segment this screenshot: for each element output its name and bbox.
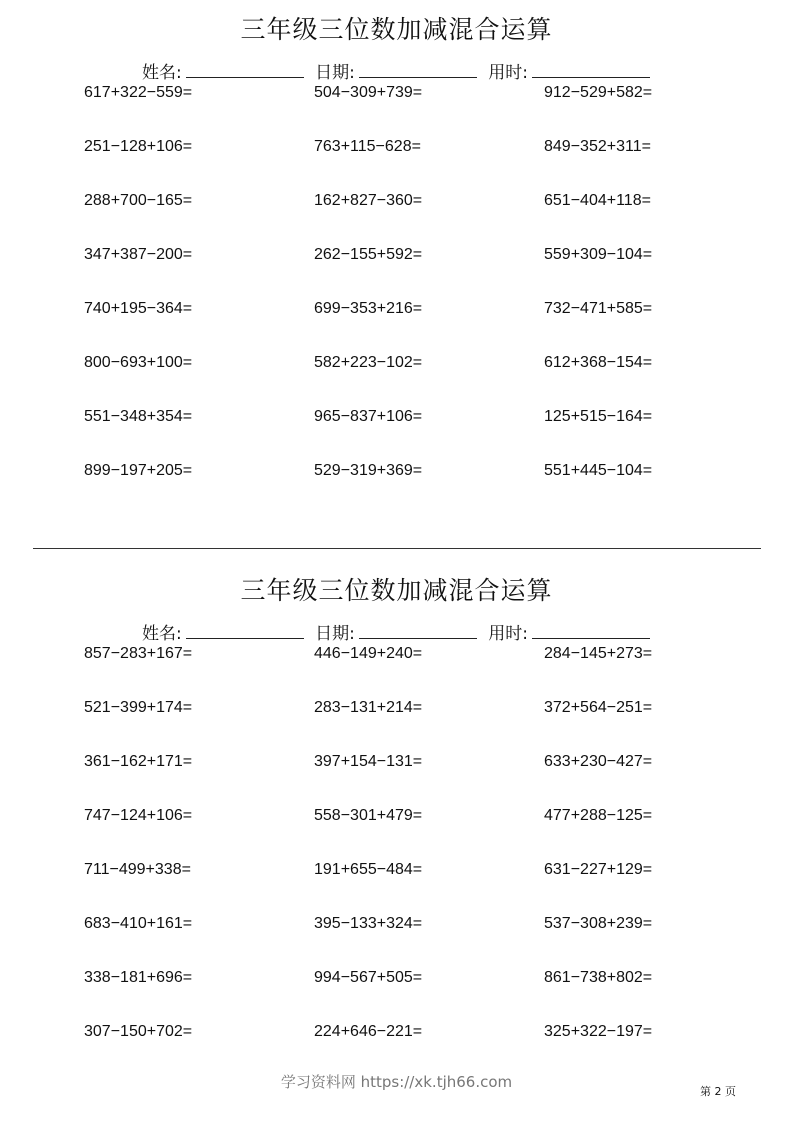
- sheet-2-info-row: [142, 619, 656, 644]
- name-blank[interactable]: [186, 63, 304, 78]
- problem-item: 224+646−221=: [314, 1023, 423, 1040]
- problem-item: 504−309+739=: [314, 84, 423, 101]
- problem-item: 747−124+106=: [84, 807, 193, 824]
- problem-item: 361−162+171=: [84, 753, 193, 770]
- problem-item: 582+223−102=: [314, 354, 423, 371]
- problem-item: 633+230−427=: [544, 753, 653, 770]
- problem-item: 347+387−200=: [84, 246, 193, 263]
- problem-item: 372+564−251=: [544, 699, 653, 716]
- problem-item: 521−399+174=: [84, 699, 193, 716]
- page-number: 第 2 页: [700, 1085, 736, 1098]
- problem-item: 617+322−559=: [84, 84, 193, 101]
- problem-item: 699−353+216=: [314, 300, 423, 317]
- date-blank[interactable]: [359, 63, 477, 78]
- problem-item: 861−738+802=: [544, 969, 653, 986]
- name-blank[interactable]: [186, 624, 304, 639]
- problem-item: 262−155+592=: [314, 246, 423, 263]
- sheet-1-title: 三年级三位数加减混合运算: [240, 15, 553, 44]
- sheet-2-title: 三年级三位数加减混合运算: [240, 576, 553, 605]
- time-label: 用时:: [488, 624, 529, 644]
- problem-item: 284−145+273=: [544, 645, 653, 662]
- time-blank[interactable]: [532, 63, 650, 78]
- problem-item: 551+445−104=: [544, 462, 653, 479]
- problem-item: 612+368−154=: [544, 354, 653, 371]
- problem-item: 288+700−165=: [84, 192, 193, 209]
- problem-item: 446−149+240=: [314, 645, 423, 662]
- problem-item: 559+309−104=: [544, 246, 653, 263]
- sheet-1-info-row: [142, 58, 656, 83]
- time-label: 用时:: [488, 63, 529, 83]
- problem-item: 683−410+161=: [84, 915, 193, 932]
- problem-item: 283−131+214=: [314, 699, 423, 716]
- problem-item: 740+195−364=: [84, 300, 193, 317]
- problem-item: 763+115−628=: [314, 138, 421, 155]
- time-blank[interactable]: [532, 624, 650, 639]
- problem-item: 325+322−197=: [544, 1023, 653, 1040]
- date-label: 日期:: [315, 624, 355, 644]
- problem-item: 800−693+100=: [84, 354, 193, 371]
- problem-item: 477+288−125=: [544, 807, 653, 824]
- problem-item: 395−133+324=: [314, 915, 423, 932]
- problem-item: 551−348+354=: [84, 408, 193, 425]
- problem-item: 537−308+239=: [544, 915, 653, 932]
- footer-site: 学习资料网 https://xk.tjh66.com: [280, 1073, 513, 1091]
- problem-item: 125+515−164=: [544, 408, 653, 425]
- problem-item: 397+154−131=: [314, 753, 423, 770]
- problem-item: 251−128+106=: [84, 138, 193, 155]
- problem-item: 965−837+106=: [314, 408, 423, 425]
- problem-item: 857−283+167=: [84, 645, 193, 662]
- problem-item: 338−181+696=: [84, 969, 193, 986]
- problem-item: 732−471+585=: [544, 300, 653, 317]
- problem-item: 162+827−360=: [314, 192, 423, 209]
- problem-item: 558−301+479=: [314, 807, 423, 824]
- name-label: 姓名:: [142, 624, 182, 644]
- problem-item: 711−499+338=: [84, 861, 191, 878]
- problem-item: 307−150+702=: [84, 1023, 193, 1040]
- sheet-divider: [33, 548, 761, 549]
- problem-item: 994−567+505=: [314, 969, 423, 986]
- date-blank[interactable]: [359, 624, 477, 639]
- problem-item: 191+655−484=: [314, 861, 423, 878]
- problem-item: 529−319+369=: [314, 462, 423, 479]
- problem-item: 849−352+311=: [544, 138, 651, 155]
- problem-item: 912−529+582=: [544, 84, 653, 101]
- problem-item: 899−197+205=: [84, 462, 193, 479]
- problem-item: 651−404+118=: [544, 192, 651, 209]
- name-label: 姓名:: [142, 63, 182, 83]
- date-label: 日期:: [315, 63, 355, 83]
- problem-item: 631−227+129=: [544, 861, 653, 878]
